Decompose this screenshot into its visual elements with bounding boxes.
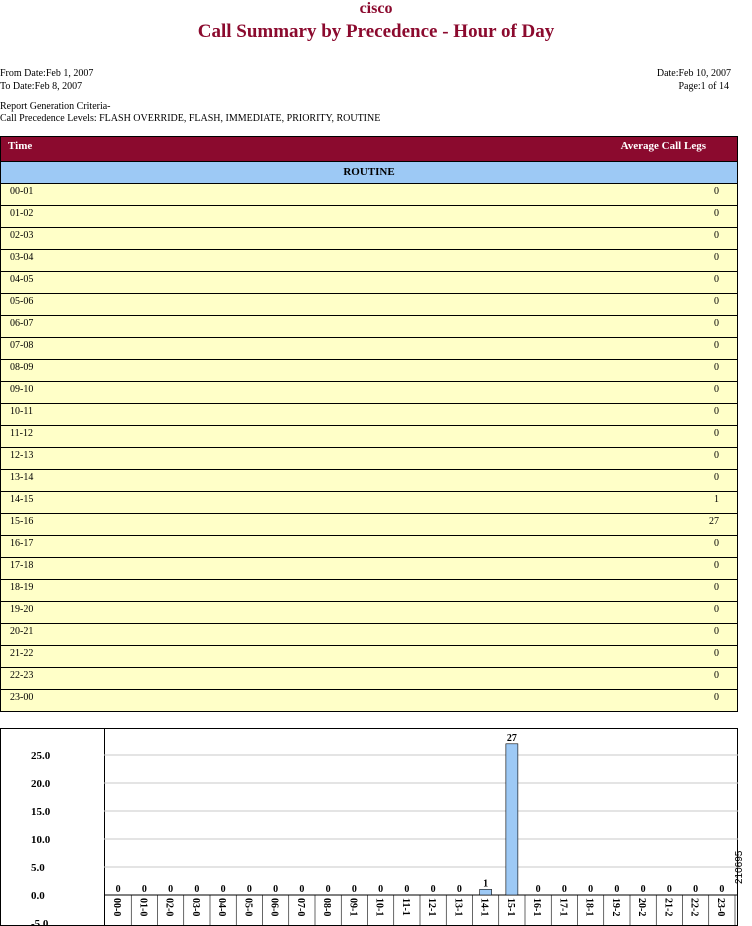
table-row — [1, 250, 737, 272]
table-row — [1, 448, 737, 470]
x-tick-label: 02-0 — [163, 898, 175, 917]
bar-value-label: 0 — [640, 884, 646, 895]
row-time: 19-20 — [10, 604, 34, 615]
cisco-logo: cisco — [359, 0, 393, 17]
row-time: 03-04 — [10, 252, 34, 263]
from-date: From Date:Feb 1, 2007 — [0, 68, 94, 79]
table-row — [1, 426, 737, 448]
x-tick-label: 06-0 — [268, 898, 280, 917]
x-tick-label: 23-0 — [714, 898, 726, 917]
report-date: Date:Feb 10, 2007 — [656, 68, 731, 79]
table-row — [1, 360, 737, 382]
bar-value-label: 0 — [351, 884, 357, 895]
table-row — [1, 316, 737, 338]
figure-id: 210695 — [734, 850, 745, 884]
y-tick-label: 20.0 — [31, 778, 51, 790]
row-time: 04-05 — [10, 274, 34, 285]
bar-value-label: 0 — [220, 884, 226, 895]
row-time: 18-19 — [10, 582, 34, 593]
row-time: 02-03 — [10, 230, 34, 241]
bar-chart — [0, 728, 738, 926]
y-tick-label: 10.0 — [31, 834, 51, 846]
bar-14-1 — [480, 889, 492, 895]
row-average-call-legs: 0 — [714, 406, 719, 417]
row-average-call-legs: 1 — [714, 494, 719, 505]
row-average-call-legs: 0 — [714, 362, 719, 373]
y-tick-label: 25.0 — [31, 750, 51, 762]
x-tick-label: 10-1 — [373, 898, 385, 917]
bar-value-label: 0 — [168, 884, 174, 895]
row-time: 20-21 — [10, 626, 34, 637]
table-row — [1, 272, 737, 294]
bar-value-label: 0 — [194, 884, 200, 895]
row-time: 17-18 — [10, 560, 34, 571]
row-time: 21-22 — [10, 648, 34, 659]
table-row — [1, 690, 737, 711]
x-tick-label: 15-1 — [504, 898, 516, 917]
report-title: Call Summary by Precedence - Hour of Day — [197, 21, 555, 42]
table-body — [1, 184, 737, 711]
chart-frame — [1, 729, 738, 926]
bar-value-label: 0 — [614, 884, 620, 895]
bar-value-label: 27 — [506, 732, 517, 744]
table-row — [1, 536, 737, 558]
bar-value-label: 0 — [561, 884, 567, 895]
x-tick-label: 09-1 — [347, 898, 359, 917]
row-average-call-legs: 0 — [714, 274, 719, 285]
table-row — [1, 382, 737, 404]
table-header — [1, 137, 737, 162]
bar-value-label: 0 — [404, 884, 410, 895]
bar-15-1 — [506, 744, 518, 895]
row-average-call-legs: 0 — [714, 318, 719, 329]
table-row — [1, 602, 737, 624]
row-average-call-legs: 0 — [714, 252, 719, 263]
bar-value-label: 0 — [325, 884, 331, 895]
x-tick-label: 22-2 — [688, 898, 700, 917]
table-row — [1, 294, 737, 316]
bar-value-label: 0 — [693, 884, 699, 895]
row-time: 05-06 — [10, 296, 34, 307]
table-row — [1, 646, 737, 668]
x-tick-label: 11-1 — [399, 898, 411, 916]
table-row — [1, 206, 737, 228]
row-average-call-legs: 0 — [714, 472, 719, 483]
row-time: 15-16 — [10, 516, 34, 527]
row-time: 13-14 — [10, 472, 34, 483]
x-tick-label: 14-1 — [478, 898, 490, 917]
bar-value-label: 1 — [483, 878, 489, 890]
row-average-call-legs: 0 — [714, 582, 719, 593]
row-average-call-legs: 0 — [714, 450, 719, 461]
table-row — [1, 184, 737, 206]
bar-value-label: 0 — [115, 884, 121, 895]
summary-table — [0, 136, 738, 712]
time-column-header: Time — [8, 140, 33, 152]
x-tick-label: 20-2 — [636, 898, 648, 917]
y-tick-label: 15.0 — [31, 806, 51, 818]
x-tick-label: 04-0 — [216, 898, 228, 917]
table-row — [1, 580, 737, 602]
bar-value-label: 0 — [666, 884, 672, 895]
x-tick-label: 13-1 — [452, 898, 464, 917]
row-time: 12-13 — [10, 450, 34, 461]
row-time: 07-08 — [10, 340, 34, 351]
bar-value-label: 0 — [588, 884, 594, 895]
bar-value-label: 0 — [299, 884, 305, 895]
bar-value-label: 0 — [535, 884, 541, 895]
page-number: Page:1 of 14 — [678, 81, 729, 92]
bar-value-label: 0 — [378, 884, 384, 895]
y-tick-label: -5.0 — [31, 918, 49, 926]
row-time: 23-00 — [10, 692, 34, 703]
x-tick-label: 00-0 — [111, 898, 123, 917]
bar-value-label: 0 — [273, 884, 279, 895]
x-tick-label: 01-0 — [137, 898, 149, 917]
table-row — [1, 404, 737, 426]
x-tick-label: 12-1 — [426, 898, 438, 917]
x-tick-label: 16-1 — [531, 898, 543, 917]
row-time: 01-02 — [10, 208, 34, 219]
row-average-call-legs: 0 — [714, 230, 719, 241]
table-row — [1, 558, 737, 580]
bar-value-label: 0 — [141, 884, 147, 895]
x-tick-label: 18-1 — [583, 898, 595, 917]
table-row — [1, 668, 737, 690]
row-time: 16-17 — [10, 538, 34, 549]
row-average-call-legs: 0 — [714, 648, 719, 659]
row-time: 09-10 — [10, 384, 34, 395]
row-average-call-legs: 0 — [714, 604, 719, 615]
table-row — [1, 228, 737, 250]
x-tick-label: 03-0 — [189, 898, 201, 917]
row-average-call-legs: 0 — [714, 538, 719, 549]
row-average-call-legs: 0 — [714, 340, 719, 351]
row-average-call-legs: 0 — [714, 186, 719, 197]
average-call-legs-column-header: Average Call Legs — [620, 140, 706, 152]
x-tick-label: 07-0 — [294, 898, 306, 917]
row-time: 08-09 — [10, 362, 34, 373]
bar-value-label: 0 — [456, 884, 462, 895]
row-average-call-legs: 0 — [714, 626, 719, 637]
x-tick-label: 05-0 — [242, 898, 254, 917]
row-time: 22-23 — [10, 670, 34, 681]
bar-value-label: 0 — [430, 884, 436, 895]
x-tick-label: 08-0 — [321, 898, 333, 917]
x-tick-label: 19-2 — [609, 898, 621, 917]
bar-value-label: 0 — [246, 884, 252, 895]
routine-group-header: ROUTINE — [1, 162, 737, 184]
row-average-call-legs: 0 — [714, 560, 719, 571]
y-tick-label: 0.0 — [31, 890, 45, 902]
row-time: 06-07 — [10, 318, 34, 329]
row-average-call-legs: 0 — [714, 384, 719, 395]
row-average-call-legs: 27 — [709, 516, 719, 527]
row-average-call-legs: 0 — [714, 670, 719, 681]
row-time: 10-11 — [10, 406, 33, 417]
row-time: 00-01 — [10, 186, 34, 197]
bar-value-label: 0 — [719, 884, 725, 895]
table-row — [1, 492, 737, 514]
table-row — [1, 338, 737, 360]
x-tick-label: 21-2 — [662, 898, 674, 917]
table-row — [1, 624, 737, 646]
to-date: To Date:Feb 8, 2007 — [0, 81, 83, 92]
y-tick-label: 5.0 — [31, 862, 45, 874]
criteria-label: Report Generation Criteria- — [0, 101, 111, 112]
x-tick-label: 17-1 — [557, 898, 569, 917]
row-average-call-legs: 0 — [714, 428, 719, 439]
row-average-call-legs: 0 — [714, 208, 719, 219]
table-row — [1, 470, 737, 492]
row-average-call-legs: 0 — [714, 296, 719, 307]
row-time: 11-12 — [10, 428, 33, 439]
precedence-levels: Call Precedence Levels: FLASH OVERRIDE, FLASH, IMMEDIATE, PRIORITY, ROUTINE — [0, 113, 381, 124]
table-row — [1, 514, 737, 536]
row-time: 14-15 — [10, 494, 34, 505]
row-average-call-legs: 0 — [714, 692, 719, 703]
